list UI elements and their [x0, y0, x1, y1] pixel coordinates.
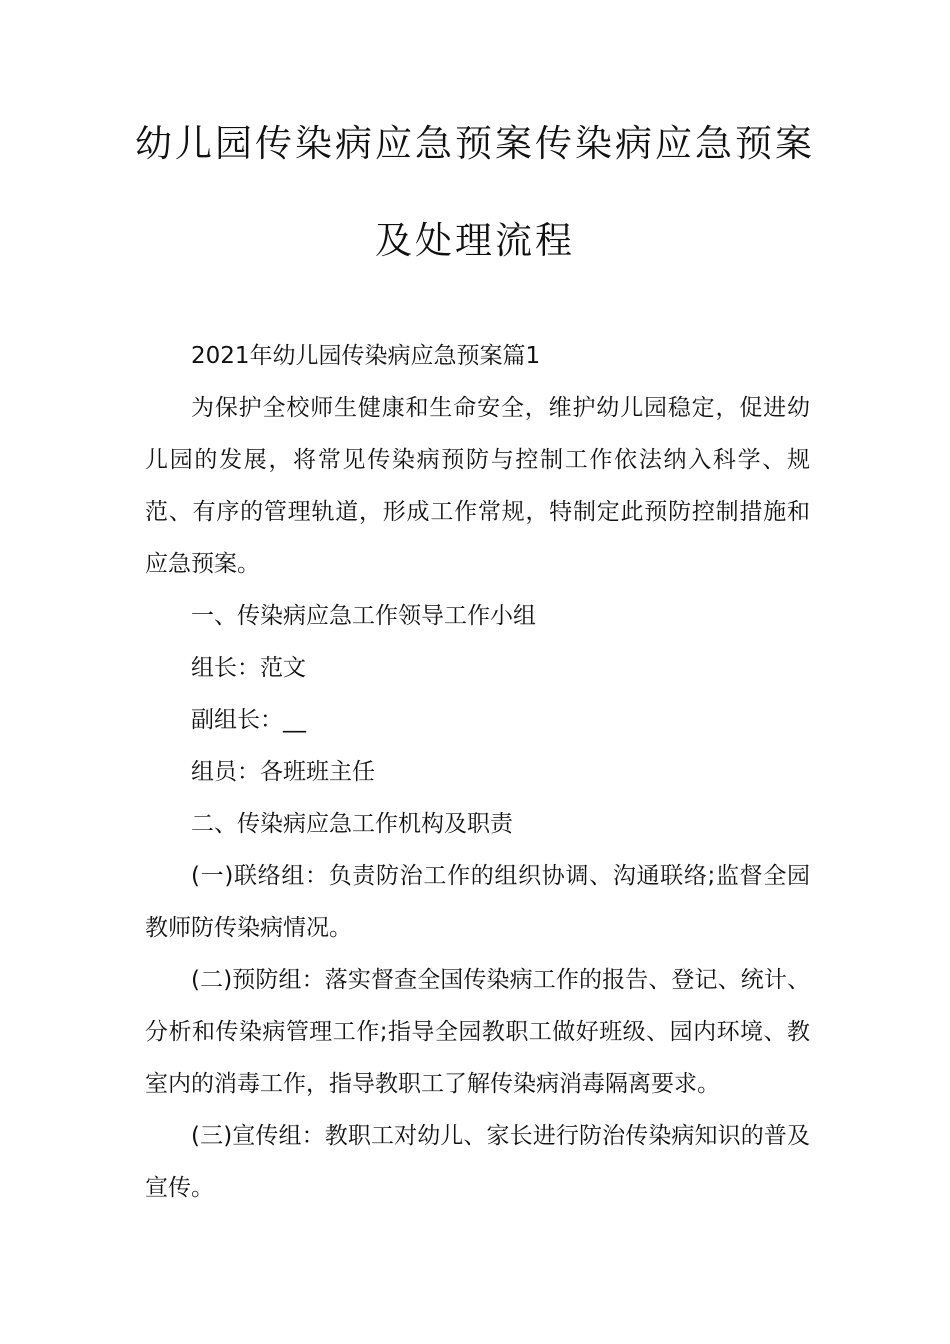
section-heading: 2021年幼儿园传染病应急预案篇1 — [191, 343, 541, 369]
intro-paragraph: 为保护全校师生健康和生命安全，维护幼儿园稳定，促进幼儿园的发展，将常见传染病预防与控制工作依法纳入科学、规范、有序的管理轨道，形成工作常规，特制定此预防控制措施和应急预案。 — [145, 395, 810, 577]
publicity-group-paragraph: (三)宣传组：教职工对幼儿、家长进行防治传染病知识的普及宣传。 — [145, 1123, 810, 1201]
liaison-group-paragraph: (一)联络组：负责防治工作的组织协调、沟通联络;监督全园教师防传染病情况。 — [145, 863, 810, 941]
prevention-group-paragraph: (二)预防组：落实督查全国传染病工作的报告、登记、统计、分析和传染病管理工作;指导全园教职工做好班级、园内环境、教室内的消毒工作，指导教职工了解传染病消毒隔离要求。 — [145, 967, 810, 1097]
document-body — [145, 330, 810, 1214]
document-title-line-1: 幼儿园传染病应急预案传染病应急预案 — [135, 122, 815, 165]
deputy-leader-line: 副组长：__ — [191, 707, 306, 733]
section-heading-organization: 二、传染病应急工作机构及职责 — [191, 811, 513, 837]
document-title-line-2: 及处理流程 — [375, 219, 575, 262]
group-leader-line: 组长：范文 — [191, 655, 306, 681]
group-members-line: 组员：各班班主任 — [191, 759, 375, 785]
section-heading-leadership-group: 一、传染病应急工作领导工作小组 — [191, 603, 536, 629]
